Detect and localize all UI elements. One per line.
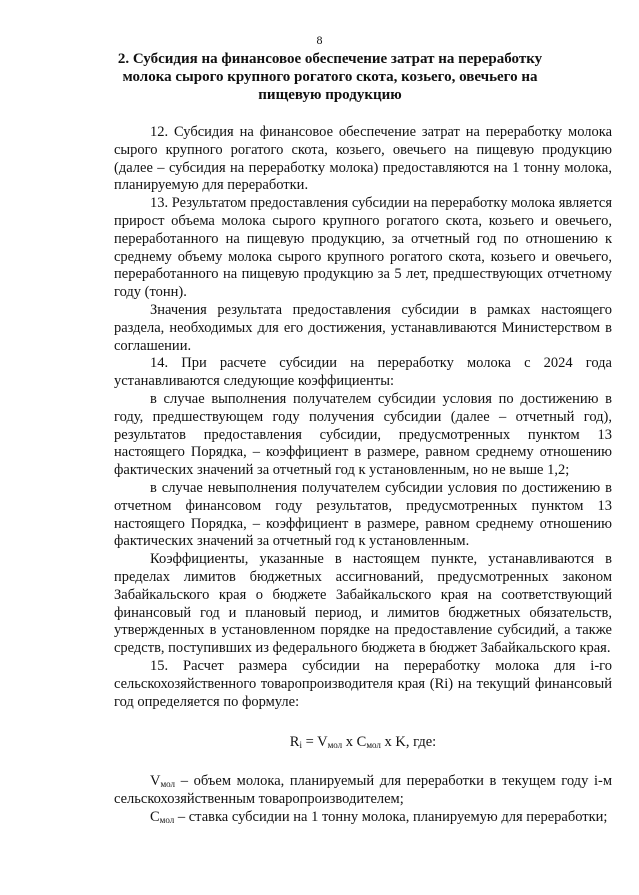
section-heading: 2. Субсидия на финансовое обеспечение затрат на переработку молока сырого крупного рогатого скота, козьего, овечьего на пищевую продукцию — [117, 51, 543, 103]
definition-v-text: – объем молока, планируемый для переработки в текущем году i-м сельскохозяйственным товаропроизводителем; — [114, 773, 612, 808]
paragraph-coef-limits: Коэффициенты, указанные в настоящем пункте, устанавливаются в пределах лимитов бюджетных ассигнований, предусмотренных законом Забайкальского края о бюджете Забайкальского края на соответствующий финансовый год и плановый период, и лимитов бюджетных обязательств, утвержденных в установленном порядке на предоставление субсидий, а также средств, поступивших из федерального бюджета в бюджет Забайкальского края. — [114, 551, 612, 657]
definition-c — [114, 809, 612, 827]
definition-v-symbol: V — [150, 773, 161, 790]
definition-c-sub: мол — [159, 814, 175, 825]
paragraph-14: 14. При расчете субсидии на переработку молока с 2024 года устанавливаются следующие коэффициенты: — [114, 355, 612, 390]
paragraph-result-values: Значения результата предоставления субсидии в рамках настоящего раздела, необходимых для его достижения, устанавливаются Министерством в соглашении. — [114, 301, 612, 354]
paragraph-coef-not-fulfilled: в случае невыполнения получателем субсидии условия по достижению в отчетном финансовом году результатов, предусмотренных пунктом 13 настоящего Порядка, – коэффициент в размере, равном среднему отношению фактических значений за отчетный год к установленным. — [114, 479, 612, 550]
subsidy-formula — [114, 733, 612, 751]
formula-v-sub: мол — [327, 740, 343, 751]
formula-rest: x K, где: — [380, 734, 437, 751]
paragraph-coef-fulfilled: в случае выполнения получателем субсидии условия по достижению в году, предшествующем году получения субсидии (далее – отчетный год), результатов предоставления субсидии, предусмотренных пунктом 13 настоящего Порядка, – коэффициент в размере, равном среднему отношению фактических значений за отчетный год к установленным, но не выше 1,2; — [114, 390, 612, 479]
formula-c-sub: мол — [366, 740, 381, 751]
formula-x-c: x C — [342, 734, 367, 751]
document-body — [114, 124, 612, 827]
formula-r-sub: i — [299, 740, 302, 751]
formula-eq-v: = V — [301, 734, 328, 751]
definition-c-symbol: C — [150, 808, 160, 825]
formula-r: R — [289, 734, 300, 751]
definition-v — [114, 773, 612, 809]
definition-v-sub: мол — [160, 779, 176, 790]
paragraph-13: 13. Результатом предоставления субсидии на переработку молока является прирост объема молока сырого крупного рогатого скота, козьего и овечьего, переработанного на пищевую продукцию, за отчетный год по отношению к среднему объему молока сырого крупного рогатого скота, козьего и овечьего, переработанного на пищевую продукцию за 5 лет, предшествующих отчетному году (тонн). — [114, 195, 612, 301]
paragraph-12: 12. Субсидия на финансовое обеспечение затрат на переработку молока сырого крупного рогатого скота, козьего, овечьего на пищевую продукцию (далее – субсидия на переработку молока) предоставляются на 1 тонну молока, планируемую для переработки. — [114, 124, 612, 194]
paragraph-15: 15. Расчет размера субсидии на переработку молока для i-го сельскохозяйственного товаропроизводителя края (Ri) на текущий финансовый год определяется по формуле: — [114, 657, 612, 710]
page-number: 8 — [316, 33, 323, 47]
definition-c-text: – ставка субсидии на 1 тонну молока, планируемую для переработки; — [174, 808, 608, 825]
